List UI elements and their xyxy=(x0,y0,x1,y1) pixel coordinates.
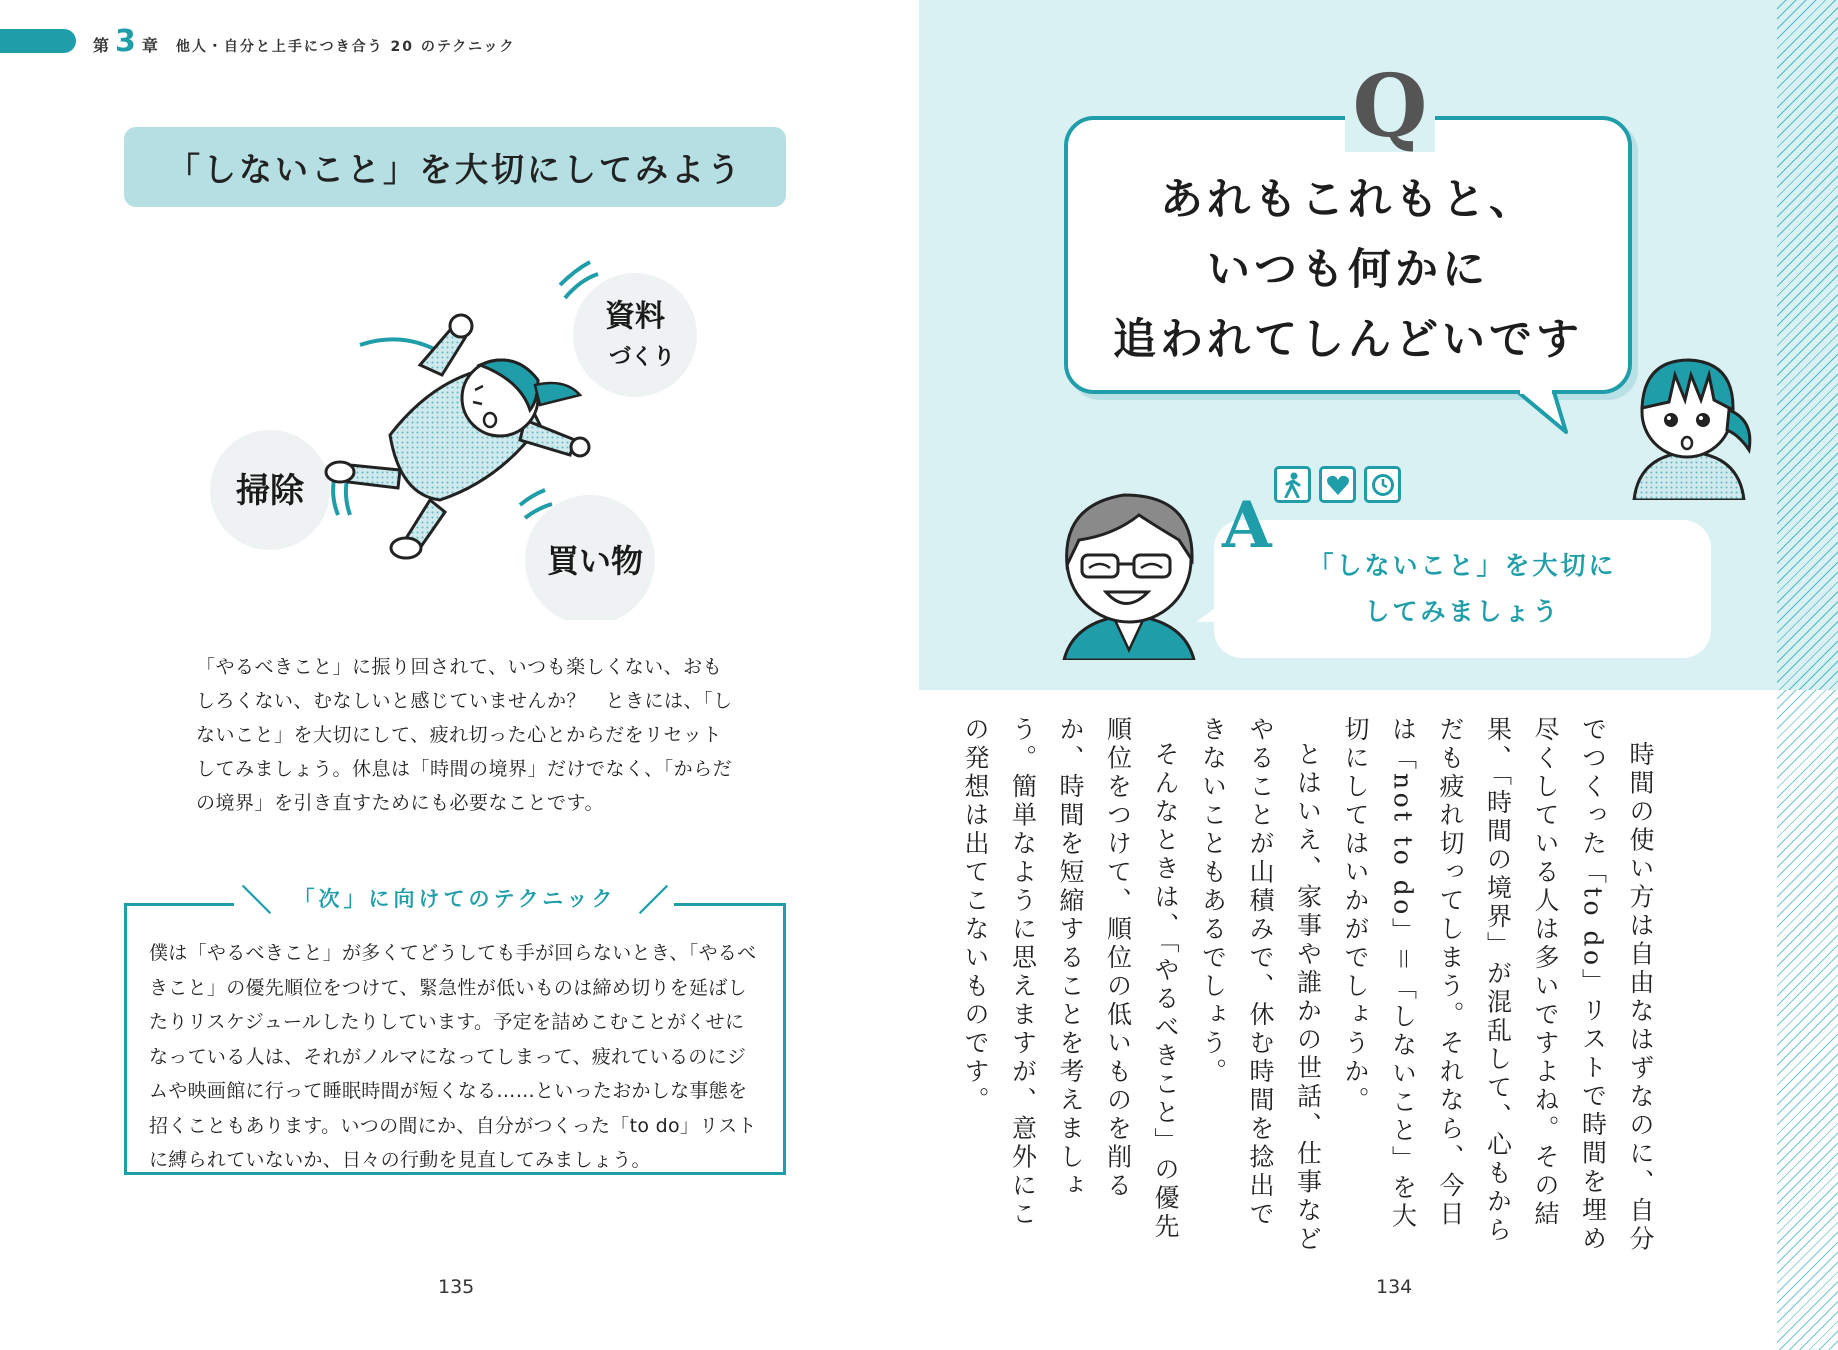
shopping-label: 買い物 xyxy=(546,542,644,580)
answer-text xyxy=(1214,543,1711,635)
page-number-left: 135 xyxy=(438,1276,475,1298)
cleaning-label: 掃除 xyxy=(236,471,304,511)
technique-label-row xyxy=(124,878,786,918)
technique-body: 僕は「やるべきこと」が多くてどうしても手が回らないとき、「やるべきこと」の優先順位をつけて、緊急性が低いものは締め切りを延ばしたりリスケジュールしたりしています。予定を詰めこむことがくせになっている人は、それがノルマになってしまって、疲れているのにジムや映画館に行って睡眠時間が短くなる……といったおかしな事態を招くこともあります。いつの間にか、自分がつくった「to do」リストに縛られていないか、日々の行動を見直してみましょう。 xyxy=(149,942,757,1171)
document-label-2: づくり xyxy=(608,345,676,370)
document-bubble xyxy=(573,273,697,397)
overwhelmed-person-illustration xyxy=(180,250,740,620)
body-paragraph-3: そんなときは、「やるべきこと」の優先順位をつけて、順位の低いものを削るか、時間を短縮することを考えましょう。簡単なように思えますが、意外にこの発想は出てこないものです。 xyxy=(961,716,1180,1242)
body-paragraph-1: 時間の使い方は自由なはずなのに、自分でつくった「to do」リストで時間を埋め尽くしている人は多いですよね。その結果、「時間の境界」が混乱して、心もからだも疲れ切ってしまう。それなら、今日は「not to do」＝「しないこと」を大切にしてはいかがでしょうか。 xyxy=(1341,716,1655,1254)
chapter-title: 他人・自分と上手につき合う 20 のテクニック xyxy=(175,39,516,55)
vertical-body-text xyxy=(961,716,1664,1256)
a-letter: A xyxy=(1222,488,1272,563)
answer-line-2: してみましょう xyxy=(1364,597,1561,626)
technique-label: 「次」に向けてのテクニック xyxy=(288,883,623,913)
chapter-number: 3 xyxy=(115,24,136,59)
slash-left-decoration: ＼ xyxy=(241,884,272,919)
man-character-illustration xyxy=(1044,480,1214,660)
clock-icon xyxy=(1364,466,1401,503)
technique-box xyxy=(124,903,786,1175)
body-paragraph-2: とはいえ、家事や誰かの世話、仕事などやることが山積みで、休む時間を捻出できないこともあるでしょう。 xyxy=(1198,716,1323,1254)
girl-character-illustration xyxy=(1609,340,1769,500)
question-line-2: いつも何かに xyxy=(1207,245,1489,295)
answer-icon-row xyxy=(1274,466,1401,503)
chapter-tab-bar xyxy=(0,29,76,53)
question-bubble-tail xyxy=(1514,388,1574,436)
answer-line-1: 「しないこと」を大切に xyxy=(1308,551,1617,580)
intro-paragraph: 「やるべきこと」に振り回されて、いつも楽しくない、おもしろくない、むなしいと感じていませんか？ ときには、「しないこと」を大切にして、疲れ切った心とからだをリセットしてみましょう。休息は「時間の境界」だけでなく、「からだの境界」を引き直すためにも必要なことです。 xyxy=(196,656,733,814)
slash-right-decoration: ／ xyxy=(638,884,669,919)
section-headline-box xyxy=(124,127,786,207)
question-text xyxy=(1064,165,1632,375)
question-line-1: あれもこれもと、 xyxy=(1160,175,1536,225)
q-letter: Q xyxy=(1345,62,1435,152)
chapter-prefix: 第 xyxy=(93,36,110,55)
right-page xyxy=(919,0,1838,1350)
page-number-right: 134 xyxy=(1376,1276,1413,1298)
chapter-header xyxy=(93,24,515,59)
hatched-margin-bottom xyxy=(1777,690,1838,1350)
walking-person-icon xyxy=(1274,466,1311,503)
question-line-3: 追われてしんどいです xyxy=(1113,315,1583,365)
document-label-1: 資料 xyxy=(605,299,665,334)
heart-icon xyxy=(1319,466,1356,503)
chapter-suffix: 章 xyxy=(141,36,158,55)
section-headline: 「しないこと」を大切にしてみよう xyxy=(167,149,743,189)
